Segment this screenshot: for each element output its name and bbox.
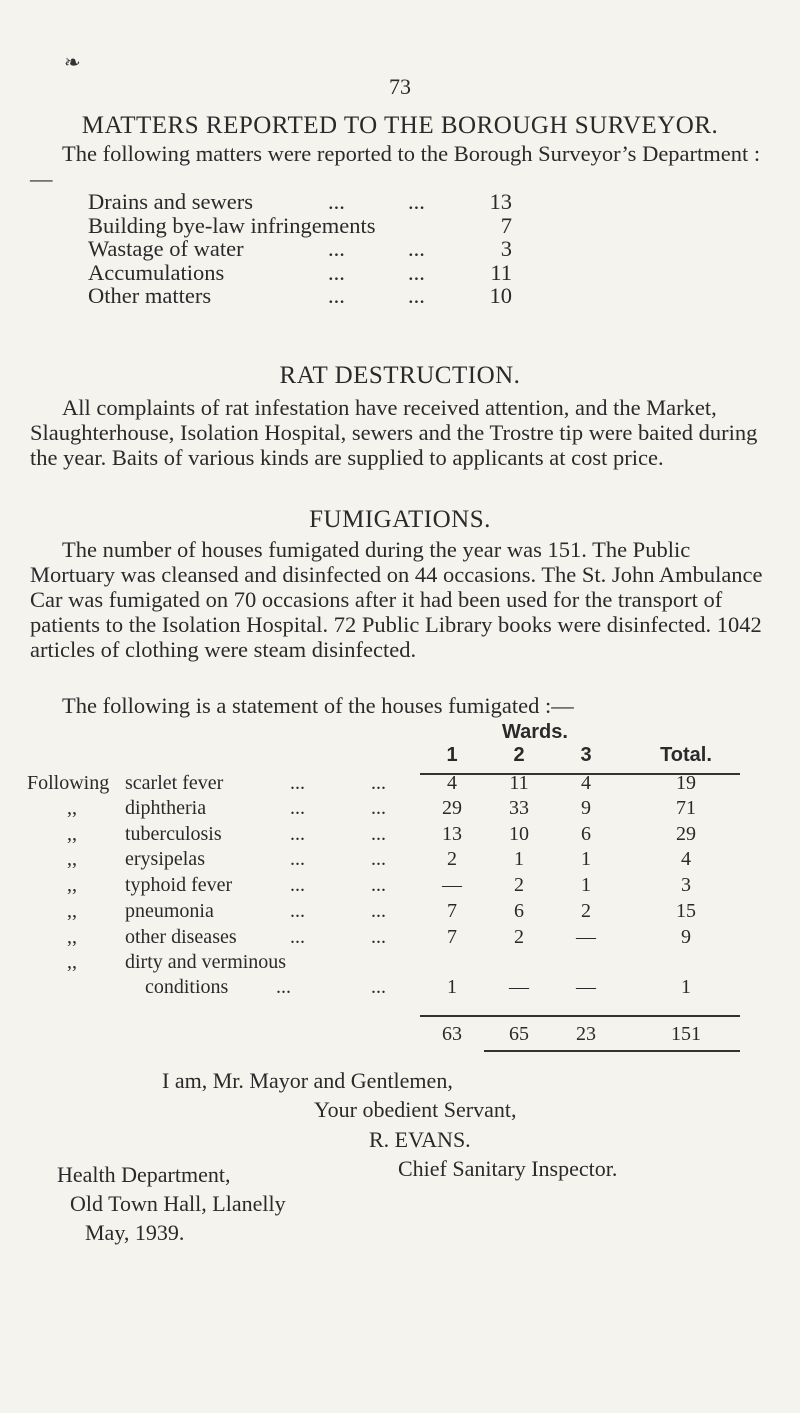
- table-cell: 15: [676, 900, 696, 922]
- row-leader: ...: [276, 976, 291, 998]
- table-cell: 6: [581, 823, 591, 845]
- list-item: Other matters ... ... 10: [88, 283, 512, 308]
- servant-line: Your obedient Servant,: [314, 1097, 517, 1122]
- list-item: Building bye-law infringements 7: [88, 212, 512, 238]
- row-leader: ...: [371, 848, 386, 870]
- table-cell: 3: [681, 874, 691, 896]
- row-prefix: ,,: [67, 848, 77, 870]
- row-label: diphtheria: [125, 797, 207, 819]
- table-cell: 29: [676, 823, 696, 845]
- list-item-value: 11: [490, 259, 512, 285]
- table-cell: 4: [581, 772, 591, 794]
- statement-intro: The following is a statement of the houses fumigated :—: [62, 693, 574, 718]
- department-line: Health Department,: [57, 1162, 231, 1187]
- row-label: tuberculosis: [125, 823, 222, 845]
- row-leader: ...: [371, 926, 386, 948]
- row-label: typhoid fever: [125, 874, 233, 896]
- table-cell: 29: [442, 797, 462, 819]
- row-leader: ...: [371, 823, 386, 845]
- table-cell: 2: [581, 900, 591, 922]
- table-cell: 1: [581, 874, 591, 896]
- fumigations-heading: FUMIGATIONS.: [309, 506, 491, 533]
- table-cell: 2: [447, 848, 457, 870]
- row-leader: ...: [371, 874, 386, 896]
- row-leader: ...: [290, 772, 305, 794]
- row-label: dirty and verminous: [125, 951, 287, 973]
- corner-mark: ❧: [64, 52, 81, 74]
- signatory-name: R. EVANS.: [369, 1127, 471, 1152]
- total-cell: 23: [576, 1023, 596, 1045]
- signatory-title: Chief Sanitary Inspector.: [398, 1156, 618, 1181]
- table-cell: 2: [514, 874, 524, 896]
- table-cell: 33: [509, 797, 529, 819]
- table-cell: 11: [509, 772, 529, 794]
- row-prefix: ,,: [67, 823, 77, 845]
- wards-header: Wards.: [502, 721, 568, 743]
- column-header: 2: [513, 744, 525, 766]
- row-label: other diseases: [125, 926, 237, 948]
- salutation: I am, Mr. Mayor and Gentlemen,: [162, 1068, 453, 1093]
- table-cell: 7: [447, 900, 457, 922]
- list-item-value: 3: [500, 236, 512, 261]
- table-cell: 4: [447, 772, 457, 794]
- row-prefix: ,,: [67, 926, 77, 948]
- row-label: erysipelas: [125, 848, 205, 870]
- row-leader: ...: [290, 848, 305, 870]
- row-leader: ...: [290, 823, 305, 845]
- table-cell: 9: [681, 926, 691, 948]
- table-cell: —: [509, 976, 529, 998]
- table-cell: 19: [676, 772, 696, 794]
- total-rule-bottom: [484, 1050, 740, 1052]
- row-leader: ...: [290, 797, 305, 819]
- table-cell: —: [442, 874, 462, 896]
- total-cell: 151: [671, 1023, 701, 1045]
- row-label: scarlet fever: [125, 772, 224, 794]
- total-rule-top: [420, 1015, 740, 1017]
- list-item: Accumulations ... ... 11: [88, 259, 512, 285]
- table-cell: —: [576, 976, 596, 998]
- row-leader: ...: [290, 926, 305, 948]
- column-header: Total.: [660, 744, 712, 766]
- list-item-value: 10: [489, 283, 512, 308]
- list-item: Wastage of water ... ... 3: [88, 236, 512, 261]
- row-leader: ...: [371, 900, 386, 922]
- surveyor-intro: The following matters were reported to the Borough Surveyor’s Department :—: [30, 141, 761, 191]
- table-cell: 13: [442, 823, 462, 845]
- table-cell: 6: [514, 900, 524, 922]
- table-cell: —: [576, 926, 596, 948]
- list-item-value: 13: [489, 189, 512, 214]
- fumigations-paragraph: The number of houses fumigated during the year was 151. The Public Mortuary was cleansed and disinfected on 44 occasions. The St. John Ambulance Car was fumigated on 70 occasions after it had been used for the transport of patients to the Isolation Hospital. 72 Public Library books were disinfected. 1042 articles of clothing were steam disinfected.: [30, 537, 763, 662]
- table-cell: 1: [447, 976, 457, 998]
- row-prefix: ,,: [67, 900, 77, 922]
- table-cell: 1: [681, 976, 691, 998]
- page-number: 73: [389, 74, 411, 99]
- surveyor-heading: MATTERS REPORTED TO THE BOROUGH SURVEYOR.: [81, 112, 719, 139]
- table-cell: 9: [581, 797, 591, 819]
- row-prefix: ,,: [67, 797, 77, 819]
- row-label: pneumonia: [125, 900, 214, 922]
- list-item-value: 7: [500, 212, 512, 238]
- row-leader: ...: [371, 976, 386, 998]
- row-prefix: ,,: [67, 951, 77, 973]
- total-cell: 65: [509, 1023, 529, 1045]
- row-prefix: Following: [27, 772, 110, 794]
- rat-heading: RAT DESTRUCTION.: [279, 362, 521, 389]
- row-leader: ...: [371, 772, 386, 794]
- table-cell: 7: [447, 926, 457, 948]
- row-label: conditions: [145, 976, 229, 998]
- rat-paragraph: All complaints of rat infestation have received attention, and the Market, Slaughterhouse, Isolation Hospital, sewers and the Trostre tip were baited during the year. Baits of various kinds are supplied to applicants at cost price.: [30, 395, 758, 470]
- date-line: May, 1939.: [85, 1220, 185, 1245]
- address-line: Old Town Hall, Llanelly: [70, 1191, 286, 1216]
- column-header: 1: [446, 744, 458, 766]
- table-cell: 71: [676, 797, 696, 819]
- row-prefix: ,,: [67, 874, 77, 896]
- table-cell: 4: [681, 848, 691, 870]
- table-cell: 1: [514, 848, 524, 870]
- row-leader: ...: [290, 900, 305, 922]
- row-leader: ...: [290, 874, 305, 896]
- table-cell: 1: [581, 848, 591, 870]
- total-cell: 63: [442, 1023, 462, 1045]
- table-cell: 10: [509, 823, 529, 845]
- column-header: 3: [580, 744, 592, 766]
- row-leader: ...: [371, 797, 386, 819]
- table-cell: 2: [514, 926, 524, 948]
- list-item: Drains and sewers ... ... 13: [88, 189, 512, 214]
